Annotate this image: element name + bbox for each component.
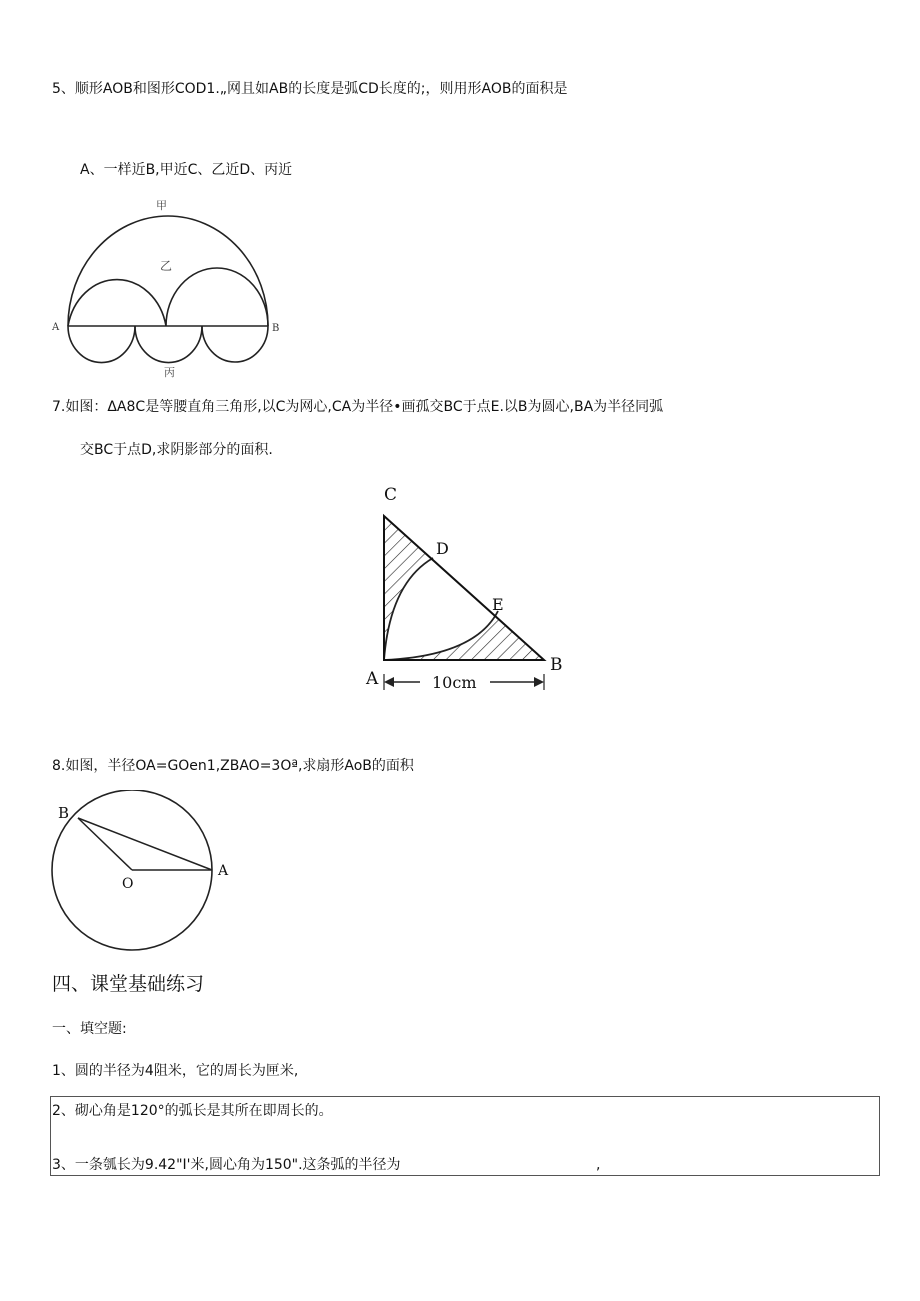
fill-item-2: 2、砌心角是120°的弧长是其所在即周长的。 (52, 1103, 333, 1119)
label-a: A (52, 322, 60, 333)
section-4-heading: 四、课堂基础练习 (52, 973, 205, 995)
dimension-label: 10cm (432, 673, 477, 692)
label-d: D (436, 539, 449, 558)
label-b: B (272, 323, 280, 334)
question-7-line1: 7.如图：ΔA8C是等腰直角三角形,以C为网心,CA为半径•画孤交BC于点E.以B为圆心,BA为半径同弧 (52, 399, 664, 415)
label-e: E (492, 595, 504, 614)
arc-bing-3 (202, 326, 268, 362)
label-bing: 丙 (164, 366, 175, 379)
arc-bing-2 (135, 326, 202, 363)
triangle-abc (384, 516, 544, 660)
chord-ba (78, 818, 212, 870)
question-6-options: A、一样近B,甲近C、乙近D、丙近 (80, 162, 293, 178)
circle-sector-figure (48, 790, 248, 962)
label-b: B (58, 804, 70, 822)
shaded-region-lower (384, 611, 544, 660)
label-jia: 甲 (156, 199, 167, 212)
semicircles-figure (50, 196, 280, 386)
label-yi: 乙 (160, 259, 173, 273)
label-a: A (218, 863, 229, 879)
arrow-right (534, 677, 544, 687)
label-a: A (366, 669, 379, 689)
label-c: C (384, 485, 398, 505)
arc-yi-right (166, 268, 268, 326)
triangle-figure (360, 478, 580, 696)
fill-item-3-tail: , (596, 1157, 601, 1173)
radius-ob (78, 818, 132, 870)
fill-item-3: 3、一条瓠长为9.42"I'米,圆心角为150".这条弧的半径为 (52, 1157, 401, 1173)
label-o: O (122, 876, 134, 892)
fill-item-1: 1、圆的半径为4阻米，它的周长为匣米, (52, 1063, 299, 1079)
arc-bing-1 (68, 326, 135, 363)
question-7-line2: 交BC于点D,求阴影部分的面积. (80, 442, 273, 458)
label-b: B (550, 655, 563, 675)
question-5-text: 5、顺形AOB和图形COD1.„网且如AB的长度是弧CD长度的;，则用形AOB的面积是 (52, 81, 568, 97)
arc-yi-left (68, 280, 166, 326)
arrow-left (384, 677, 394, 687)
question-8-text: 8.如图，半径OA=GOen1,ZBAO=3Oª,求扇形AoB的面积 (52, 758, 414, 774)
fill-blank-title: 一、填空题: (52, 1021, 127, 1037)
